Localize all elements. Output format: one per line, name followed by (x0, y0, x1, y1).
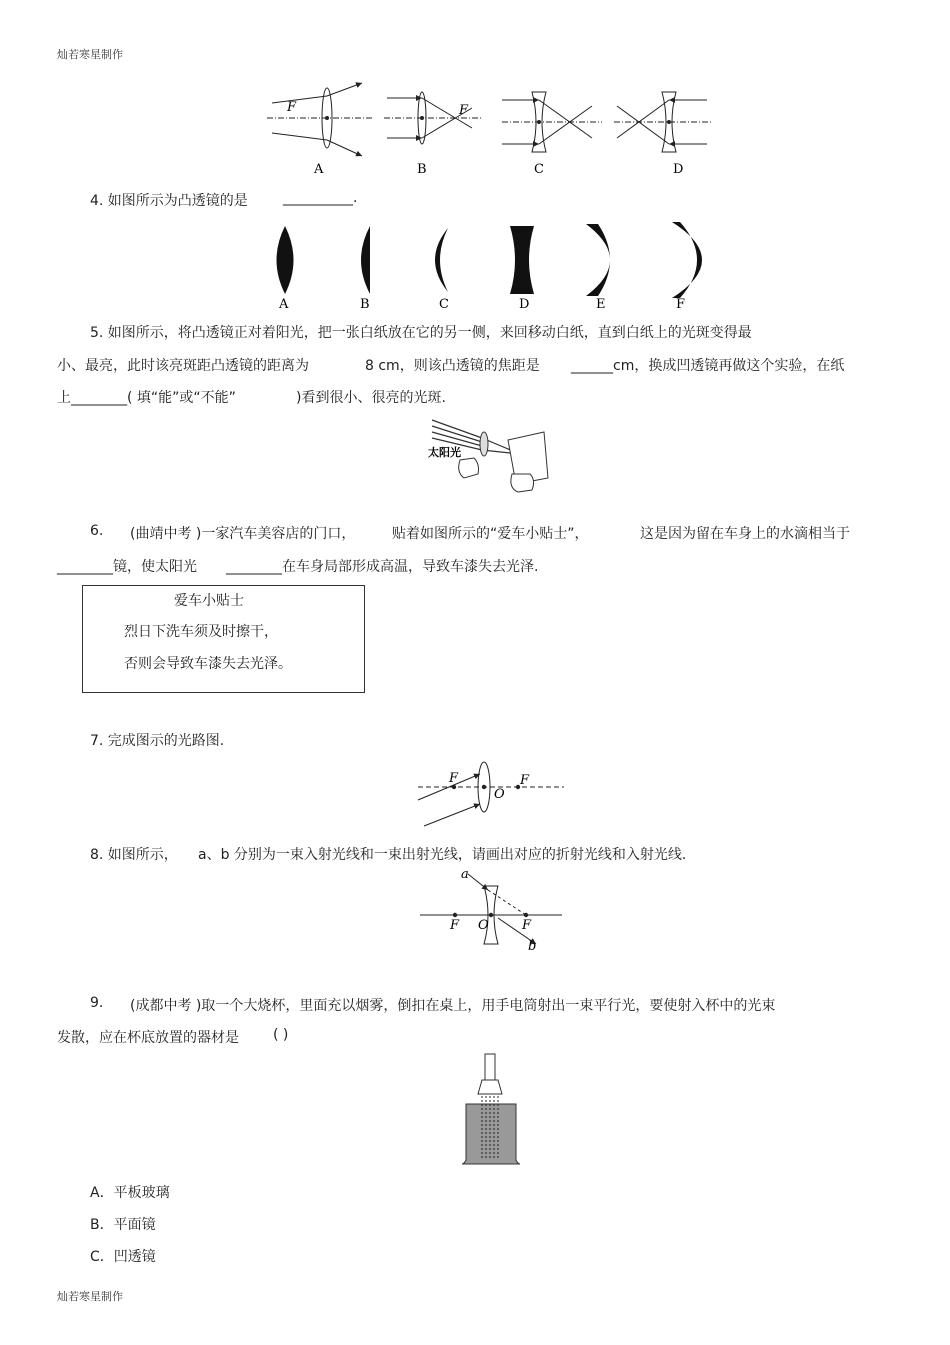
q5-line1: 5. 如图所示，将凸透镜正对着阳光，把一张白纸放在它的另一侧，来回移动白纸，直到白纸上的光斑变得最 (90, 325, 752, 341)
lens-shape-d (510, 226, 534, 294)
beaker-flashlight-figure (458, 1050, 524, 1168)
q9-option-b[interactable]: B．平面镜 (90, 1217, 156, 1233)
q9-line2a: 发散，应在杯底放置的器材是 (57, 1030, 239, 1046)
q6-line2a: ________镜，使太阳光 (57, 559, 197, 575)
q7-lens-figure (414, 756, 566, 830)
q6-line1d: 这是因为留在车身上的水滴相当于 (640, 526, 850, 542)
diagram-label-b: B (417, 162, 427, 177)
q4-text: 4. 如图所示为凸透镜的是 (90, 193, 248, 209)
q8-ray-a-label: a (461, 867, 469, 882)
q8-text-b: a、b 分别为一束入射光线和一束出射光线，请画出对应的折射光线和入射光线. (198, 847, 687, 863)
lens-label-b: B (360, 297, 370, 312)
q7-focus-right: F (520, 773, 530, 788)
q8-text-a: 8. 如图所示， (90, 847, 178, 863)
q8-center-label: O (478, 918, 489, 933)
q8-ray-b-label: b (528, 939, 537, 952)
diagram-b (384, 92, 482, 177)
lens-ray-diagrams-figure (262, 78, 722, 180)
lens-label-e: E (596, 297, 606, 312)
lens-label-c: C (439, 297, 449, 312)
diagram-label-c: C (534, 162, 544, 177)
q9-option-c[interactable]: C．凹透镜 (90, 1249, 156, 1265)
focus-label-b: F (459, 103, 469, 118)
lens-label-d: D (519, 297, 530, 312)
car-tip-box (82, 585, 365, 693)
lens-shapes-figure (262, 216, 722, 312)
page-footer: 灿若寒星制作 (57, 1290, 123, 1303)
diagram-label-a: A (314, 162, 324, 177)
lens-shape-a (277, 226, 294, 294)
lens-shape-c (435, 228, 448, 292)
lens-shape-e (586, 224, 610, 296)
q5-line2c: ______cm，换成凹透镜再做这个实验，在纸 (571, 358, 845, 374)
q9-option-a[interactable]: A．平板玻璃 (90, 1185, 170, 1201)
lens-label-f: F (676, 297, 686, 312)
q7-focus-left: F (449, 771, 459, 786)
sunlight-lens-figure (420, 412, 550, 496)
q9-line2b: ( ) (273, 1027, 289, 1043)
q6-line2b: ________在车身局部形成高温，导致车漆失去光泽. (226, 559, 539, 575)
q5-line3a: 上________( 填“能”或“不能” (57, 390, 236, 406)
q8-focus-right: F (522, 918, 532, 933)
q5-line3b: )看到很小、很亮的光斑. (296, 390, 446, 406)
q6-line1b: (曲靖中考 )一家汽车美容店的门口， (130, 526, 356, 542)
focus-label-a: F (287, 100, 297, 115)
tip-title: 爱车小贴士 (174, 593, 244, 609)
diagram-label-d: D (673, 162, 684, 177)
q8-focus-left: F (450, 918, 460, 933)
q9-line1a: 9. (90, 995, 104, 1011)
q7-text: 7. 完成图示的光路图. (90, 733, 225, 749)
sunlight-label: 太阳光 (428, 446, 461, 459)
lens-label-a: A (279, 297, 289, 312)
q5-line2a: 小、最亮，此时该亮斑距凸透镜的距离为 (57, 358, 309, 374)
q9-line1b: (成都中考 )取一个大烧杯，里面充以烟雾，倒扣在桌上，用手电筒射出一束平行光，要使射入杯中的光束 (130, 998, 776, 1014)
lens-shape-f (672, 222, 702, 298)
q6-line1a: 6. (90, 523, 104, 539)
q6-line1c: 贴着如图所示的“爱车小贴士”， (392, 526, 589, 542)
tip-line2: 否则会导致车漆失去光泽。 (124, 656, 292, 672)
q4-blank: __________. (283, 190, 358, 206)
diagram-c (502, 92, 602, 177)
q7-center-label: O (494, 787, 505, 802)
diagram-a (267, 83, 372, 177)
lens-shape-b (361, 226, 370, 294)
page-header: 灿若寒星制作 (57, 48, 123, 61)
diagram-d (614, 92, 712, 177)
tip-line1: 烈日下洗车须及时擦干， (124, 624, 278, 640)
q8-lens-figure (418, 866, 564, 952)
q5-line2b: 8 cm，则该凸透镜的焦距是 (365, 358, 540, 374)
